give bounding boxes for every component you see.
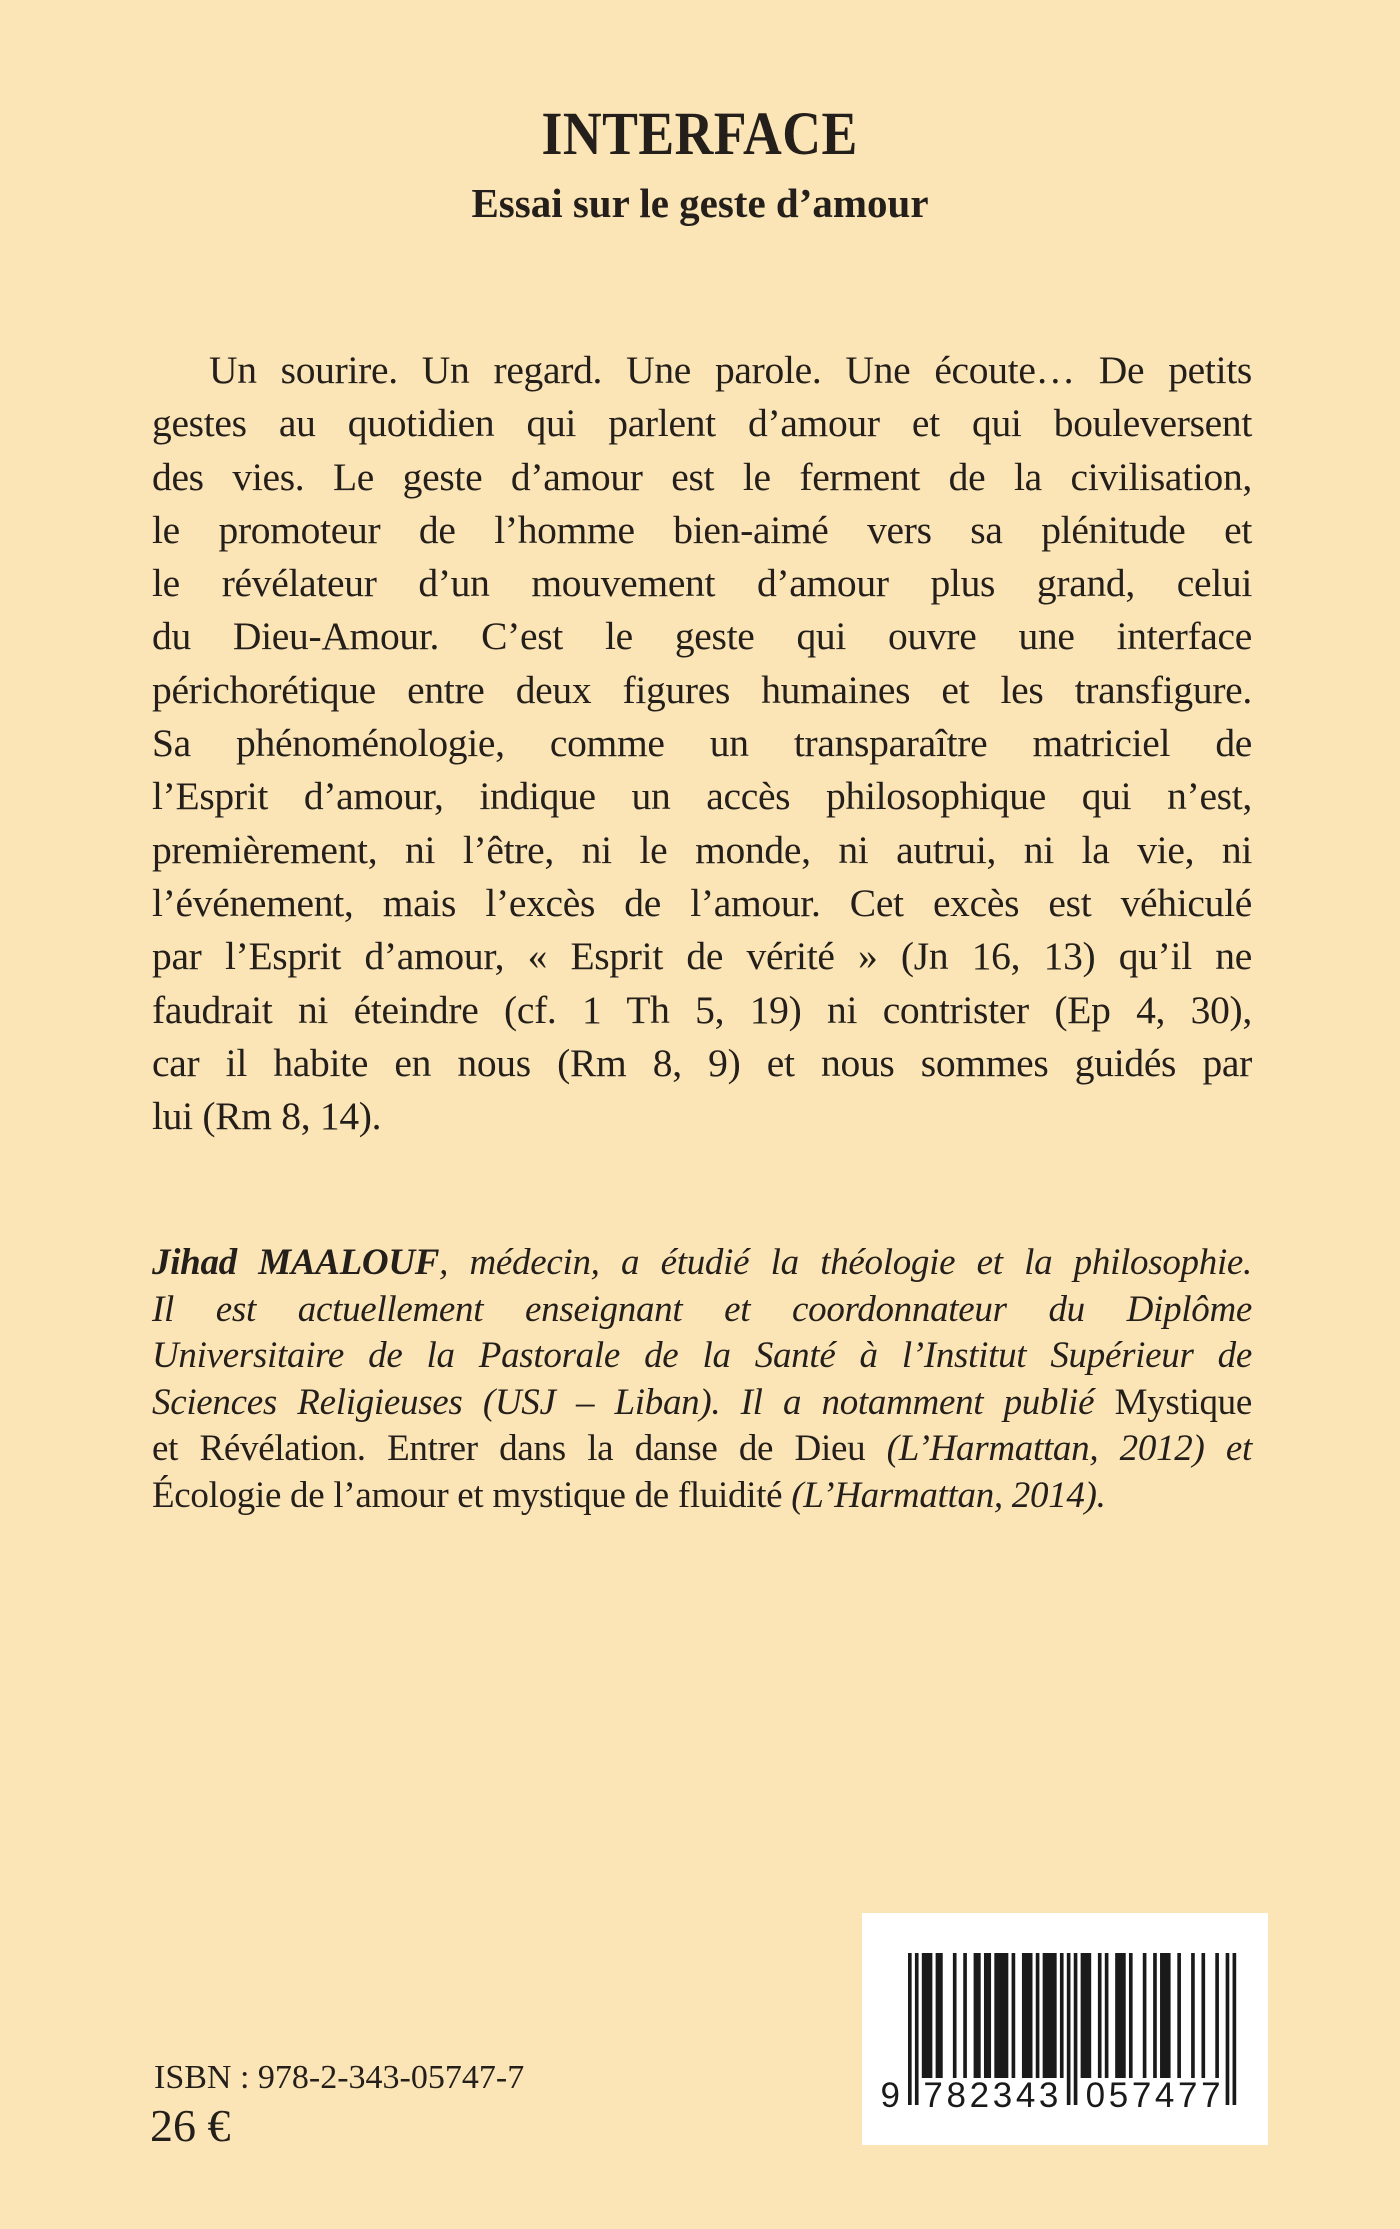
text-segment: Il est actuellement enseignant et coordonnateur du Diplôme [152,1288,1252,1330]
synopsis-paragraph [152,344,1252,1143]
text-line: lui (Rm 8, 14). [152,1094,382,1139]
text-line: premièrement, ni l’être, ni le monde, ni autrui, ni la vie, ni [152,827,1252,872]
text-line [152,1240,1252,1287]
text-line: car il habite en nous (Rm 8, 9) et nous sommes guidés par [152,1040,1252,1085]
text-segment: et Révélation. Entrer dans la danse de Dieu [152,1428,887,1469]
isbn-text: ISBN : 978-2-343-05747-7 [154,2059,525,2096]
text-line: par l’Esprit d’amour, « Esprit de vérité » (Jn 16, 13) qu’il ne [152,934,1252,979]
text-line: le promoteur de l’homme bien-aimé vers sa plénitude et [152,507,1252,552]
price-text: 26 € [150,2100,231,2151]
text-segment: Écologie de l’amour et mystique de fluidité [152,1474,792,1516]
svg-text:057477: 057477 [1085,2076,1221,2115]
text-line [152,1333,1252,1380]
text-line: Sa phénoménologie, comme un transparaître matriciel de [152,721,1252,766]
ean13-barcode-image [862,1913,1268,2145]
text-line: l’événement, mais l’excès de l’amour. Cet excès est véhiculé [152,880,1252,925]
text-line [152,1287,1252,1334]
text-segment: Universitaire de la Pastorale de la Santé à l’Institut Supérieur de [152,1335,1252,1376]
text-line: l’Esprit d’amour, indique un accès philosophique qui n’est, [152,774,1252,819]
text-line: le révélateur d’un mouvement d’amour plus grand, celui [152,561,1252,606]
text-segment: Sciences Religieuses (USJ – Liban). Il a notamment publié [152,1381,1115,1423]
book-title-text: INTERFACE [541,101,859,168]
book-title [0,102,1400,168]
author-bio-paragraph [152,1240,1252,1519]
text-segment: (L’Harmattan, 2014). [791,1474,1106,1516]
svg-text:9: 9 [880,2076,900,2115]
text-segment: , médecin, a étudié la théologie et la philosophie. [439,1242,1252,1283]
barcode [862,1913,1268,2145]
text-line [152,1380,1252,1427]
text-line [152,1426,1252,1473]
text-line: des vies. Le geste d’amour est le ferment de la civilisation, [152,454,1252,499]
svg-text:782343: 782343 [923,2076,1059,2115]
text-line: Un sourire. Un regard. Une parole. Une écoute… De petits [209,348,1252,392]
text-line: gestes au quotidien qui parlent d’amour et qui bouleversent [152,401,1252,446]
text-line: du Dieu-Amour. C’est le geste qui ouvre une interface [152,614,1252,659]
text-line: faudrait ni éteindre (cf. 1 Th 5, 19) ni contrister (Ep 4, 30), [152,987,1252,1032]
text-segment: (L’Harmattan, 2012) et [886,1428,1252,1469]
text-segment: Jihad MAALOUF [152,1242,440,1283]
text-line [152,1473,1252,1520]
text-line: périchorétique entre deux figures humaines et les transfigure. [152,667,1252,712]
book-subtitle: Essai sur le geste d’amour [471,180,929,226]
text-segment: Mystique [1114,1381,1252,1423]
